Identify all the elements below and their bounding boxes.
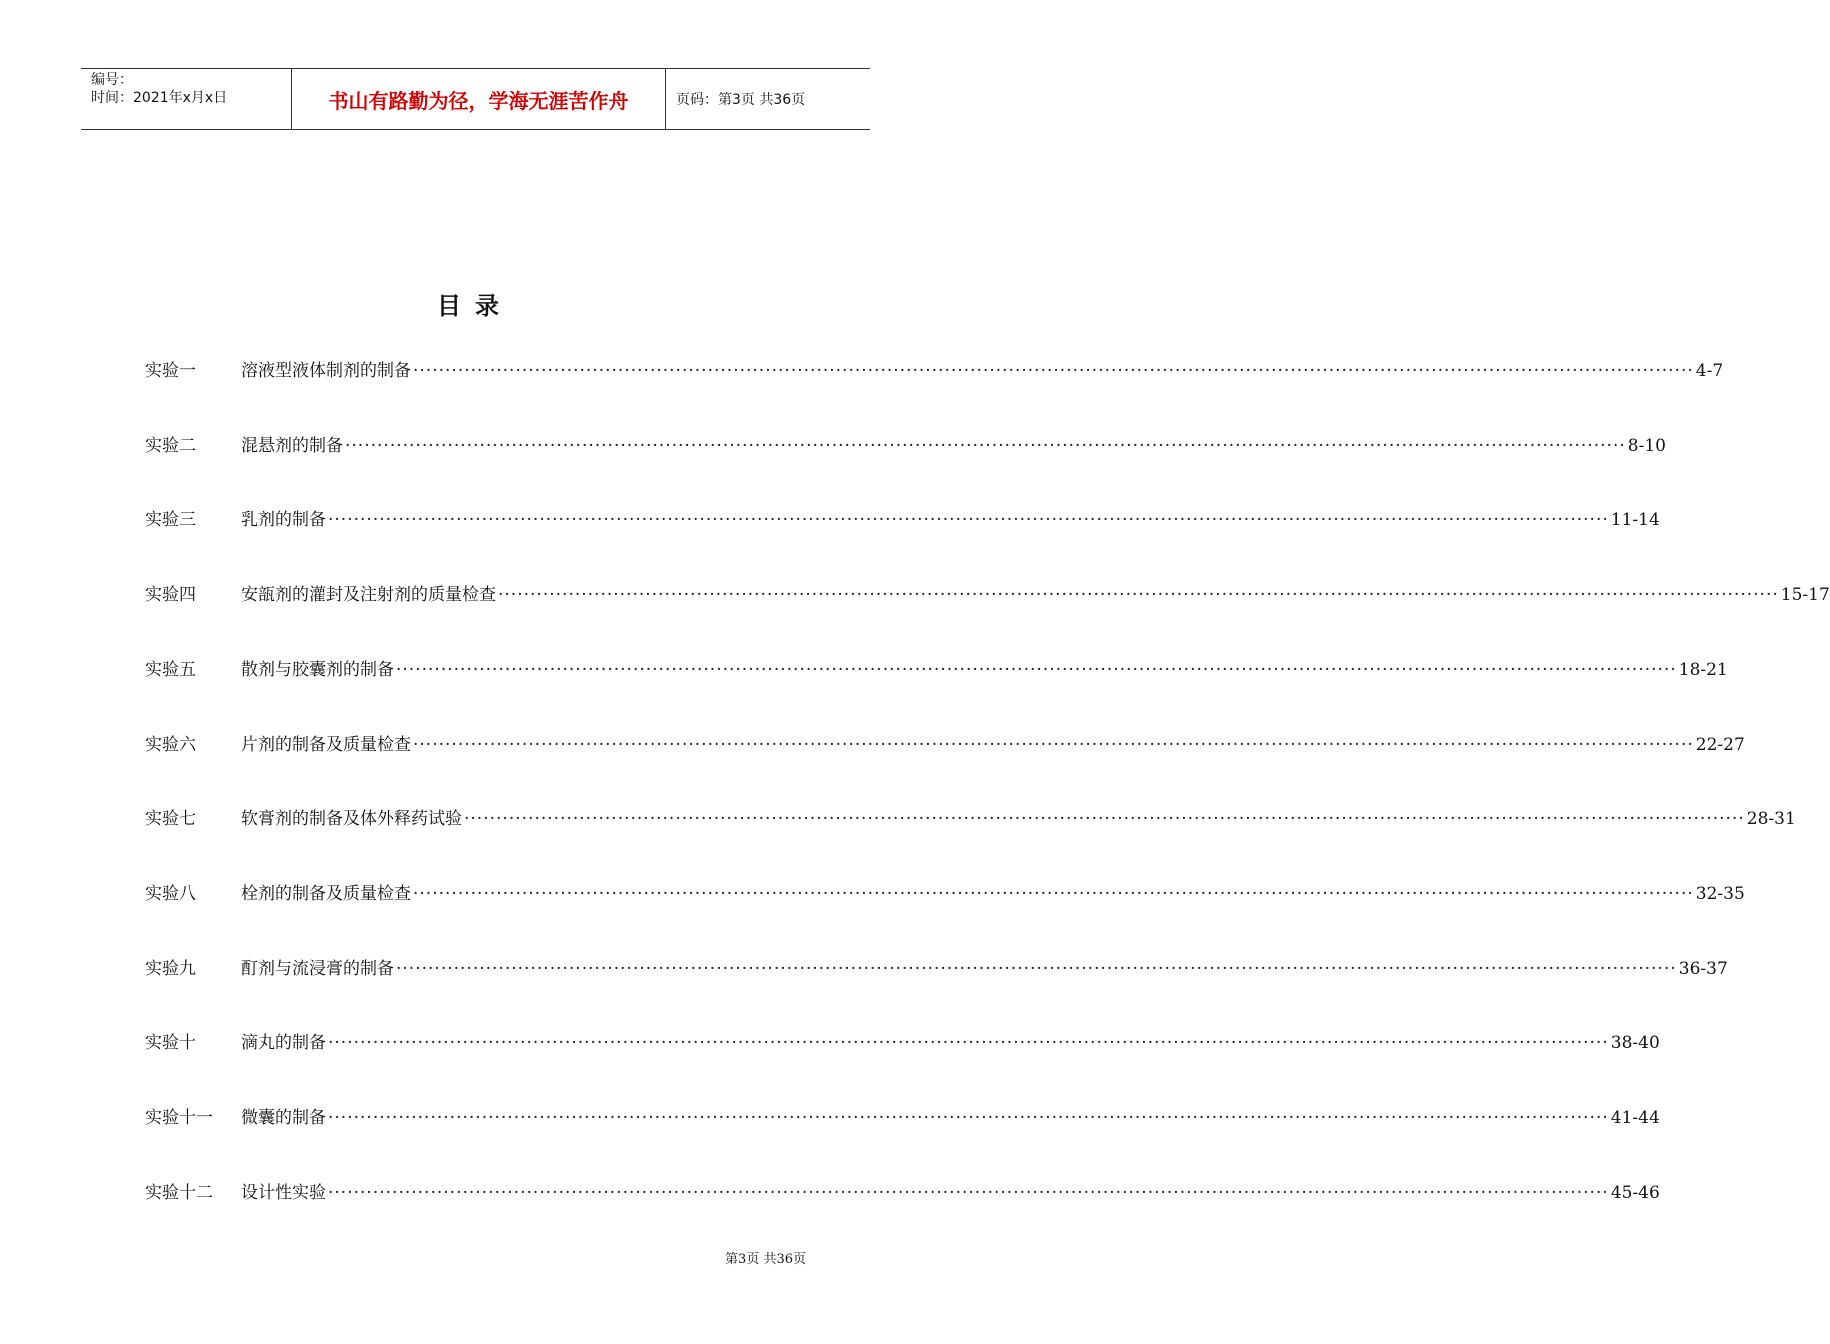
toc-leader-dots: ········································································································································································································ (328, 1108, 1609, 1128)
toc-entry-pages: 45-46 (1610, 1183, 1660, 1203)
toc-entry-number: 实验十 (145, 1033, 196, 1053)
toc-entry-pages: 4-7 (1695, 361, 1724, 381)
toc-leader-dots: ········································································································································································································ (498, 585, 1779, 605)
toc-entry-title: 片剂的制备及质量检查 (241, 735, 411, 755)
toc-entry-number: 实验一 (145, 361, 196, 381)
toc-entry[interactable] (145, 1028, 1660, 1053)
toc-entry-pages: 38-40 (1610, 1033, 1660, 1053)
toc-entry-number: 实验六 (145, 735, 196, 755)
toc-entry[interactable] (145, 1178, 1660, 1203)
toc-leader-dots: ········································································································································································································ (413, 361, 1694, 381)
toc-entry-number: 实验二 (145, 436, 196, 456)
toc-leader-dots: ········································································································································································································ (396, 660, 1677, 680)
toc-entry-pages: 11-14 (1610, 510, 1660, 530)
toc-entry-pages: 28-31 (1746, 809, 1796, 829)
toc-entry-pages: 22-27 (1695, 735, 1745, 755)
toc-entry[interactable] (145, 804, 1796, 829)
toc-entry-title: 微囊的制备 (241, 1108, 326, 1128)
toc-entry-number: 实验四 (145, 585, 196, 605)
toc-entry[interactable] (145, 655, 1728, 680)
toc-entry-pages: 36-37 (1678, 959, 1728, 979)
toc-entry-title: 乳剂的制备 (241, 510, 326, 530)
header-page-info: 页码：第3页 共36页 (676, 92, 806, 108)
toc-entry-number: 实验五 (145, 660, 196, 680)
toc-leader-dots: ········································································································································································································ (345, 436, 1626, 456)
toc-leader-dots: ········································································································································································································ (396, 959, 1677, 979)
toc-entry-pages: 32-35 (1695, 884, 1745, 904)
toc-entry-title: 设计性实验 (241, 1183, 326, 1203)
toc-entry-title: 酊剂与流浸膏的制备 (241, 959, 394, 979)
toc-entry-title: 安瓿剂的灌封及注射剂的质量检查 (241, 585, 496, 605)
toc-entry-number: 实验八 (145, 884, 196, 904)
toc-entry[interactable] (145, 580, 1830, 605)
toc-entry-title: 软膏剂的制备及体外释药试验 (241, 809, 462, 829)
toc-leader-dots: ········································································································································································································ (328, 510, 1609, 530)
toc-entry-title: 栓剂的制备及质量检查 (241, 884, 411, 904)
toc-entry[interactable] (145, 1103, 1660, 1128)
toc-entry-pages: 8-10 (1627, 436, 1666, 456)
toc-entry-number: 实验九 (145, 959, 196, 979)
toc-leader-dots: ········································································································································································································ (328, 1183, 1609, 1203)
toc-entry-title: 混悬剂的制备 (241, 436, 343, 456)
toc-entry[interactable] (145, 431, 1666, 456)
toc-entry[interactable] (145, 356, 1724, 381)
toc-leader-dots: ········································································································································································································ (464, 809, 1745, 829)
toc-entry-number: 实验三 (145, 510, 196, 530)
toc-entry-pages: 15-17 (1780, 585, 1830, 605)
toc-entry-title: 滴丸的制备 (241, 1033, 326, 1053)
toc-entry-number: 实验十一 (145, 1108, 213, 1128)
number-label: 编号： (91, 72, 133, 88)
toc-entry[interactable] (145, 954, 1728, 979)
toc-entry-title: 溶液型液体制剂的制备 (241, 361, 411, 381)
header-motto: 书山有路勤为径，学海无涯苦作舟 (292, 69, 666, 129)
toc-leader-dots: ········································································································································································································ (413, 735, 1694, 755)
toc-entry[interactable] (145, 505, 1660, 530)
page-header (81, 68, 870, 130)
toc-entry[interactable] (145, 730, 1745, 755)
toc-leader-dots: ········································································································································································································ (413, 884, 1694, 904)
toc-entry-pages: 41-44 (1610, 1108, 1660, 1128)
toc-entry-pages: 18-21 (1678, 660, 1728, 680)
toc-title: 目录 (437, 292, 513, 320)
toc-leader-dots: ········································································································································································································ (328, 1033, 1609, 1053)
header-meta (81, 69, 292, 129)
toc-entry-number: 实验十二 (145, 1183, 213, 1203)
time-label: 时间：2021年x月x日 (91, 90, 228, 106)
toc-entry-number: 实验七 (145, 809, 196, 829)
toc-entry-title: 散剂与胶囊剂的制备 (241, 660, 394, 680)
page-footer: 第3页 共36页 (725, 1252, 806, 1267)
toc-entry[interactable] (145, 879, 1745, 904)
